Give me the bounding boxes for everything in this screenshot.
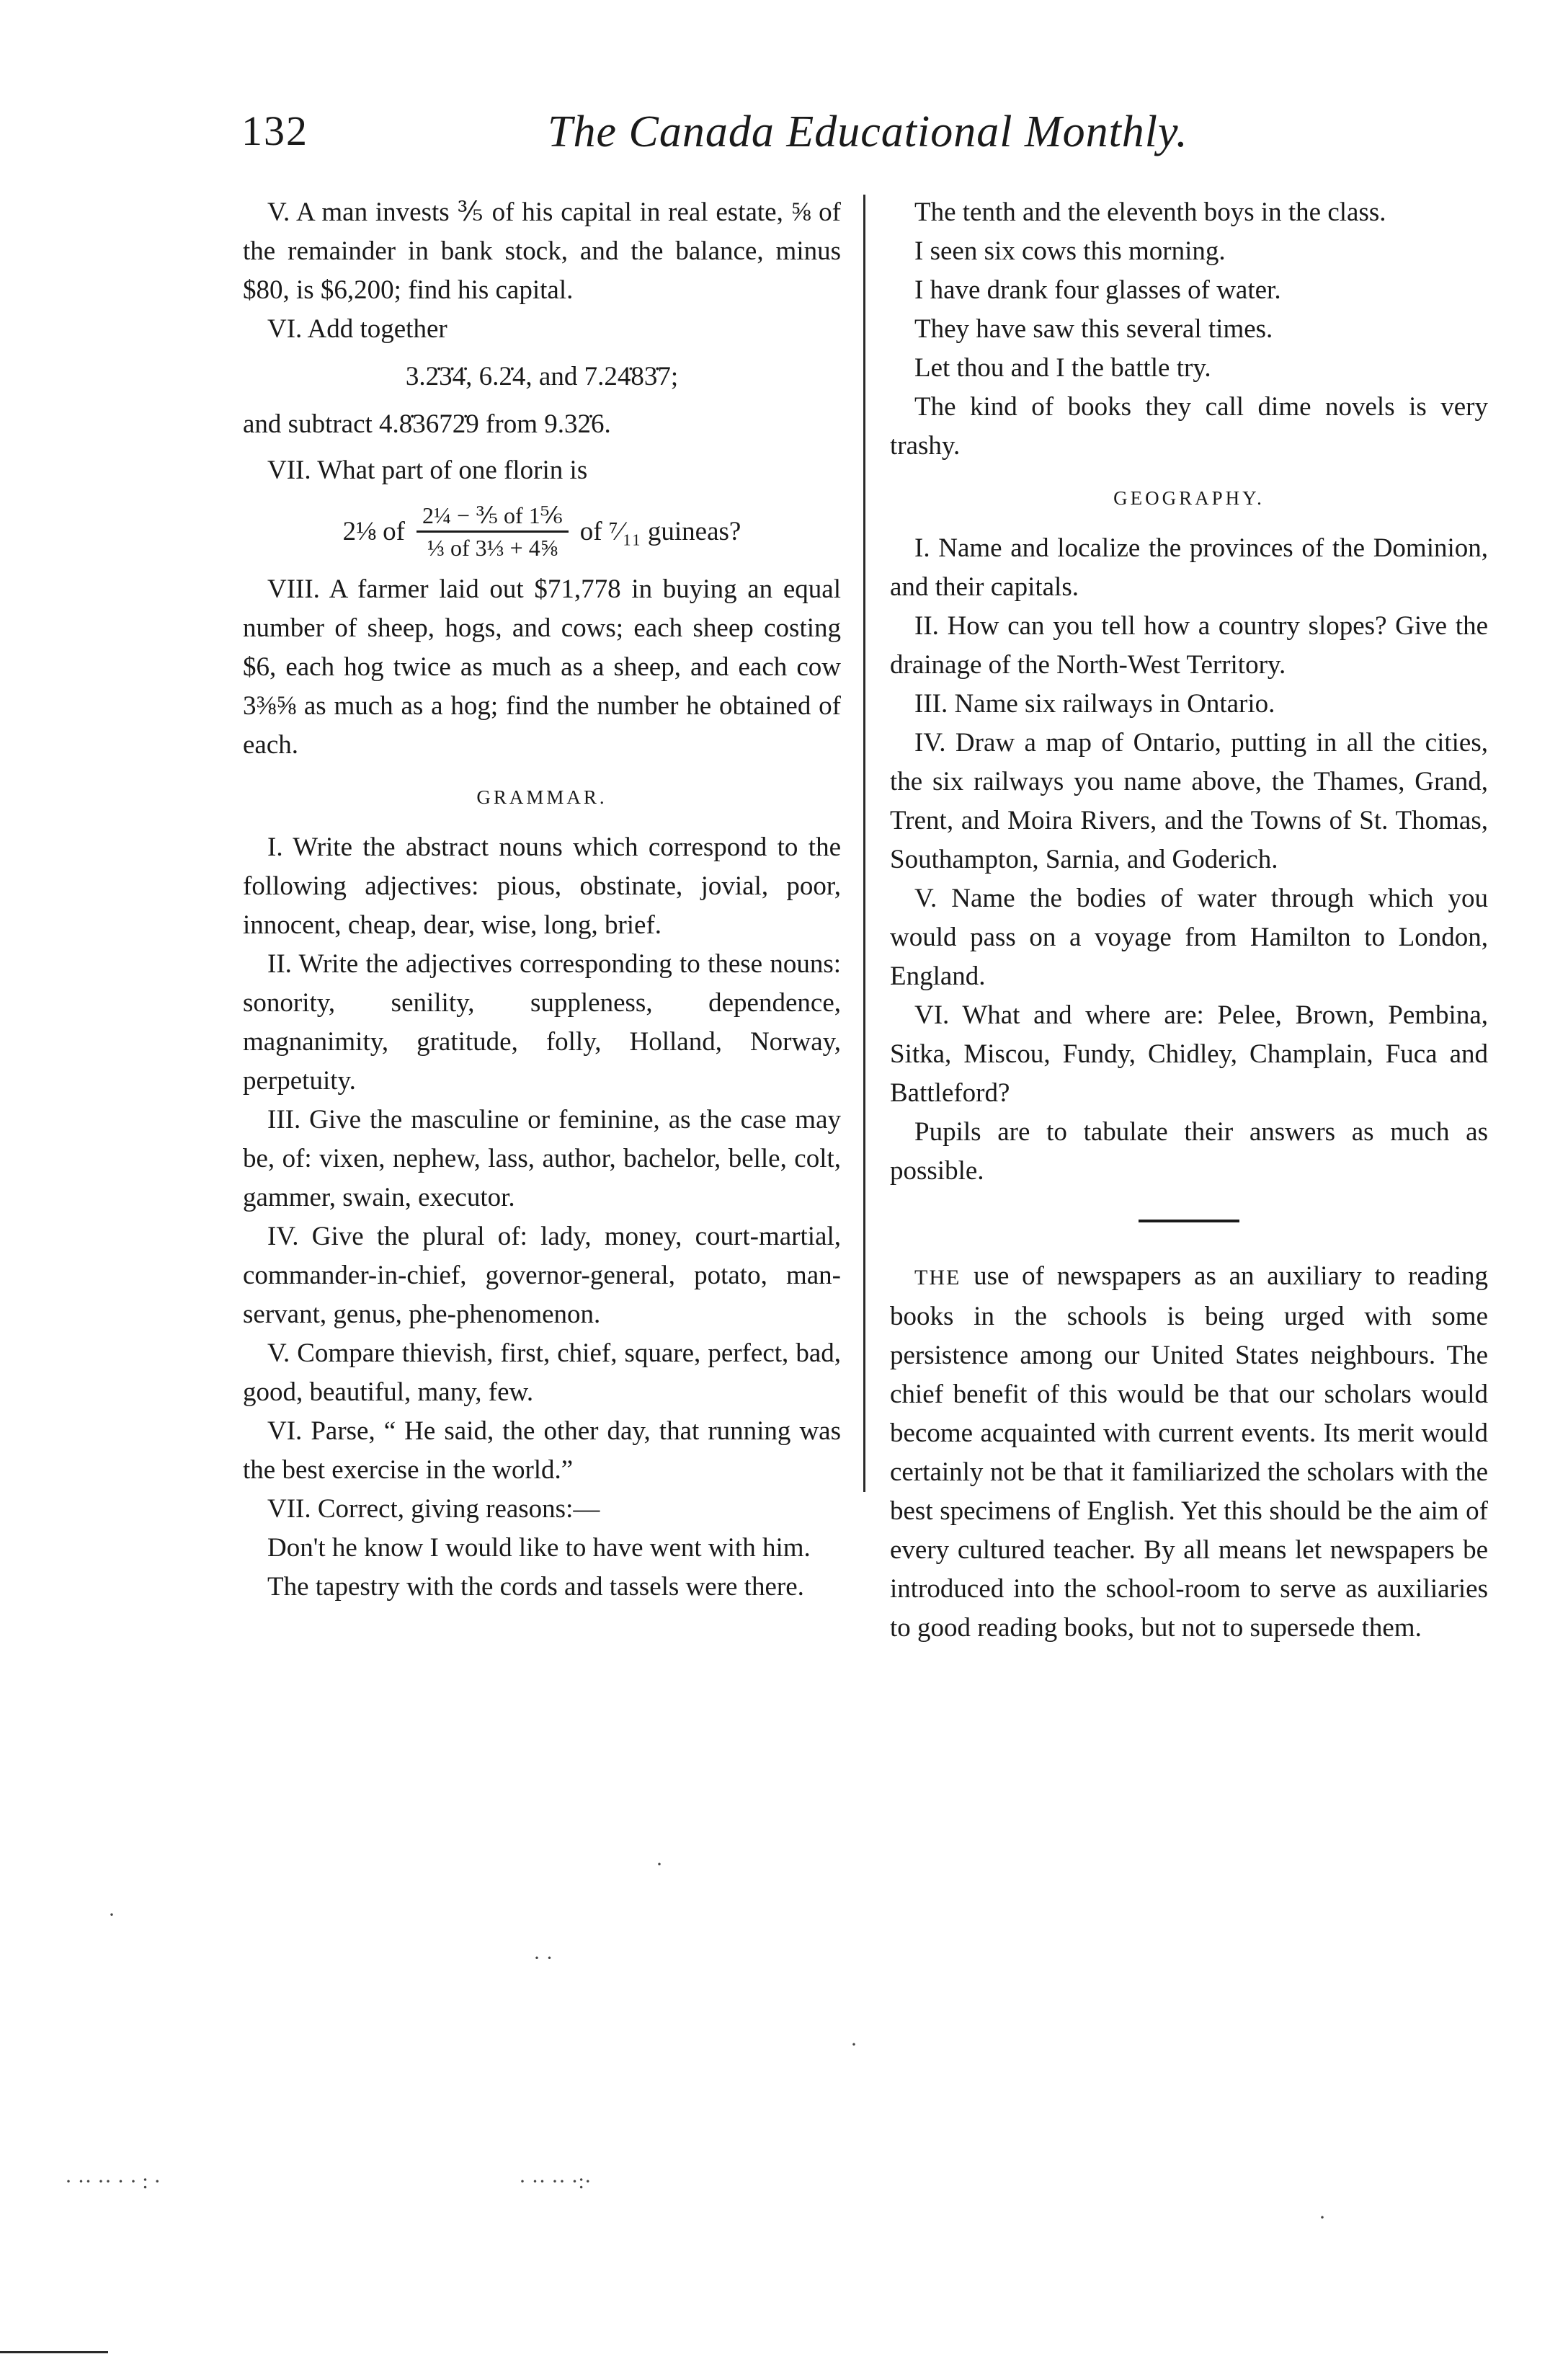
correction-sentence: They have saw this several times. <box>914 314 1273 344</box>
arithmetic-question-viii: VIII. A farmer laid out $71,778 in buying an equal number of sheep, hogs, and cows; each sheep costing $6, each hog twice as much as a sheep, and each cow 3⅜⅝ as much as a hog; find the number he obtained of each. <box>243 574 841 760</box>
fraction-expression <box>243 500 841 563</box>
arithmetic-question-v: V. A man invests ⅗ of his capital in real estate, ⅝ of the remainder in bank stock, and the balance, minus $80, is $6,200; find his capital. <box>243 197 841 305</box>
page-header <box>0 107 1568 172</box>
print-speck: · · <box>533 1946 553 1970</box>
article-body: use of newspapers as an auxiliary to reading books in the schools is being urged with some persistence among our United States neighbours. The chief benefit of this would be that our scholars would become acquainted with current events. Its merit would certainly not be that it familiarized the scholars with the best specimens of English. Yet this should be the aim of every cultured teacher. By all means let newspapers be introduced into the school-room to serve as auxiliaries to good reading books, but not to supersede them. <box>890 1261 1488 1643</box>
column-divider <box>863 195 865 1492</box>
arithmetic-question-vii: VII. What part of one florin is <box>267 456 588 485</box>
correction-sentence: The tenth and the eleventh boys in the class. <box>914 197 1386 227</box>
section-divider <box>1139 1220 1239 1222</box>
grammar-heading: GRAMMAR. <box>476 786 607 808</box>
subtraction-line: and subtract 4.8̇3672̇9 from 9.32̇6. <box>243 409 611 439</box>
correction-sentence: Let thou and I the battle try. <box>914 353 1211 383</box>
print-speck: · <box>850 2033 858 2056</box>
decimal-numbers: 3.2̇3̇4̇, 6.2̇4, and 7.24̇83̇7; <box>405 362 679 391</box>
geography-instruction: Pupils are to tabulate their answers as much as possible. <box>890 1117 1488 1186</box>
correction-sentence: Don't he know I would like to have went with him. <box>267 1533 811 1563</box>
correction-sentence: The tapestry with the cords and tassels were there. <box>267 1572 804 1602</box>
geography-question-iii: III. Name six railways in Ontario. <box>914 689 1275 719</box>
geography-heading: GEOGRAPHY. <box>1113 487 1265 509</box>
fraction-suffix: of ⁷⁄₁₁ guineas? <box>579 516 741 546</box>
grammar-question-vii: VII. Correct, giving reasons:— <box>267 1494 600 1524</box>
geography-question-ii: II. How can you tell how a country slopes? Give the drainage of the North-West Territory. <box>890 611 1488 680</box>
fraction-denominator: ⅓ of 3⅓ + 4⅝ <box>427 535 558 561</box>
geography-question-vi: VI. What and where are: Pelee, Brown, Pembina, Sitka, Miscou, Fundy, Chidley, Champlain, Fuca and Battleford? <box>890 1000 1488 1108</box>
print-speck: · <box>108 1903 115 1927</box>
geography-question-v: V. Name the bodies of water through which you would pass on a voyage from Hamilton to London, England. <box>890 884 1488 991</box>
page-number: 132 <box>241 107 308 154</box>
print-speck: · <box>1319 2206 1326 2229</box>
article-lead-word: THE <box>914 1266 961 1289</box>
grammar-question-iv: IV. Give the plural of: lady, money, court-martial, commander-in-chief, governor-general, potato, man-servant, genus, phe-phenomenon. <box>243 1222 841 1329</box>
grammar-question-v: V. Compare thievish, first, chief, square, perfect, bad, good, beautiful, many, few. <box>243 1338 841 1407</box>
fraction-numerator: 2¼ − ⅗ of 1⅚ <box>416 500 569 533</box>
page-edge-line <box>0 2351 108 2353</box>
print-speck: · <box>656 1852 663 1876</box>
grammar-question-i: I. Write the abstract nouns which correspond to the following adjectives: pious, obstinate, jovial, poor, innocent, cheap, dear, wise, long, brief. <box>243 832 841 940</box>
left-column <box>243 193 841 1607</box>
grammar-question-iii: III. Give the masculine or feminine, as the case may be, of: vixen, nephew, lass, author, bachelor, belle, colt, gammer, swain, executor. <box>243 1105 841 1212</box>
grammar-question-ii: II. Write the adjectives corresponding to these nouns: sonority, senility, suppleness, dependence, magnanimity, gratitude, folly, Holland, Norway, perpetuity. <box>243 949 841 1096</box>
arithmetic-question-vi: VI. Add together <box>267 314 447 344</box>
compound-fraction <box>416 500 569 563</box>
print-speck: · ·· ·· ·:· <box>519 2170 592 2193</box>
geography-question-i: I. Name and localize the provinces of the Dominion, and their capitals. <box>890 533 1488 602</box>
geography-question-iv: IV. Draw a map of Ontario, putting in all the cities, the six railways you name above, the Thames, Grand, Trent, and Moira Rivers, and the Towns of St. Thomas, Southampton, Sarnia, and Goderich. <box>890 728 1488 874</box>
print-speck: · ·· ·· · · : · <box>65 2170 161 2193</box>
grammar-question-vi: VI. Parse, “ He said, the other day, that running was the best exercise in the world.” <box>243 1416 841 1485</box>
right-column <box>890 193 1488 1648</box>
fraction-prefix: 2⅛ of <box>342 516 405 546</box>
running-title: The Canada Educational Monthly. <box>548 107 1188 156</box>
article-paragraph <box>890 1257 1488 1648</box>
correction-sentence: I have drank four glasses of water. <box>914 275 1281 305</box>
correction-sentence: The kind of books they call dime novels is very trashy. <box>890 392 1488 461</box>
correction-sentence: I seen six cows this morning. <box>914 236 1226 266</box>
